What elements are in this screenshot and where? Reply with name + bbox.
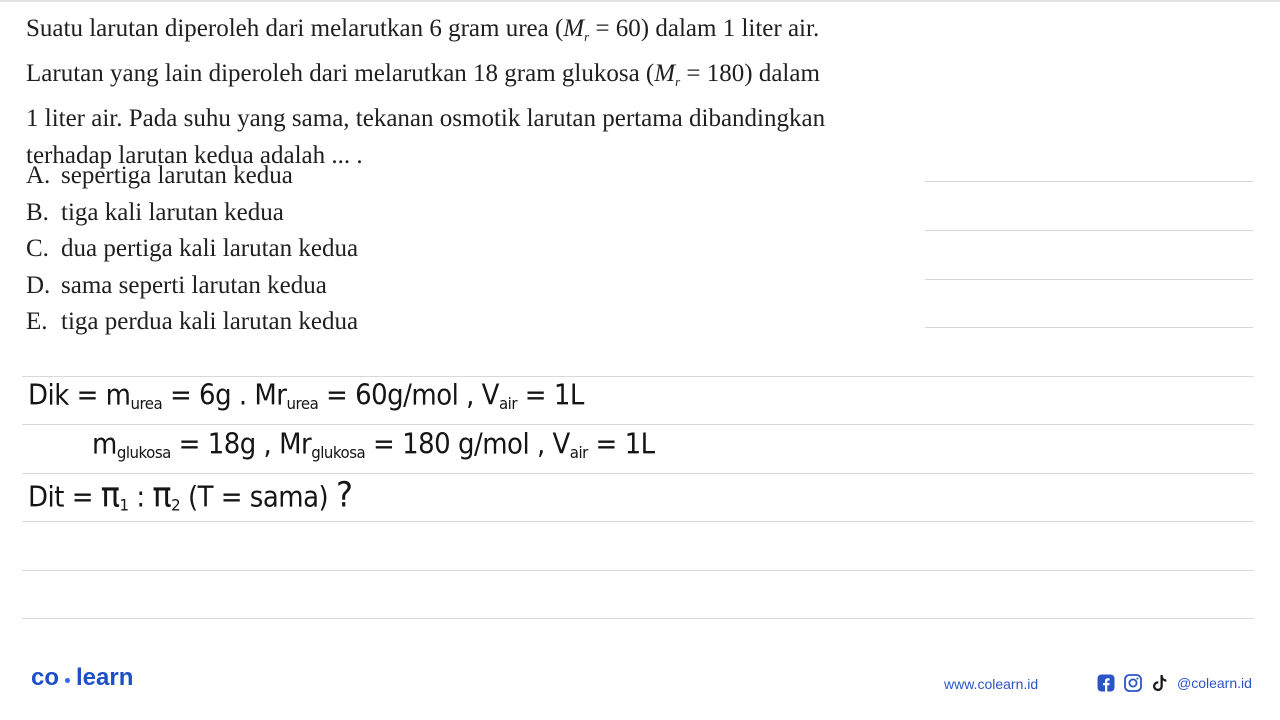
answer-options <box>26 158 358 341</box>
option-text: tiga perdua kali larutan kedua <box>61 308 359 335</box>
ruled-line <box>22 424 1254 425</box>
ruled-line <box>22 618 1254 619</box>
mass-symbol: m <box>105 379 131 412</box>
option-text: sama seperti larutan kedua <box>61 271 327 299</box>
tiktok-icon[interactable] <box>1150 673 1170 693</box>
question-line-2-end: = 180) dalam <box>680 60 820 87</box>
known-label: Dik = <box>28 379 98 412</box>
question-line-2-start: Larutan yang lain diperoleh dari melarutkan 18 gram glukosa ( <box>26 60 655 87</box>
option-letter: C. <box>26 235 49 262</box>
handwritten-known-line-2 <box>92 429 655 461</box>
ruled-line <box>22 376 1254 377</box>
pi-symbol: π <box>100 473 120 515</box>
pi-subscript: 2 <box>171 495 181 515</box>
option-d[interactable] <box>26 268 358 305</box>
answer-line <box>925 230 1253 231</box>
facebook-icon[interactable] <box>1096 673 1116 693</box>
colearn-logo[interactable] <box>31 664 133 692</box>
mass-subscript: urea <box>130 393 163 414</box>
option-letter: B. <box>26 198 49 226</box>
ratio-colon: : <box>128 481 153 514</box>
option-letter: D. <box>26 271 51 299</box>
ruled-line <box>22 521 1254 522</box>
social-handle[interactable]: @colearn.id <box>1177 675 1252 691</box>
option-letter: E. <box>26 308 48 335</box>
mr-subscript: r <box>675 74 681 89</box>
question-line-1-end: = 60) dalam 1 liter air. <box>589 15 820 42</box>
option-a[interactable] <box>26 158 358 195</box>
handwritten-asked-line <box>28 474 352 515</box>
question-line-1 <box>26 10 926 55</box>
option-e[interactable] <box>26 304 358 341</box>
option-text: sepertiga larutan kedua <box>61 162 293 189</box>
answer-line <box>925 181 1253 182</box>
mr-subscript-hand: urea <box>286 393 319 414</box>
mr-subscript: r <box>584 29 590 44</box>
mass-value: = 18g , Mr <box>170 428 312 461</box>
mr-subscript-hand: glukosa <box>311 442 366 463</box>
website-link[interactable]: www.colearn.id <box>944 676 1039 692</box>
question-mark: ? <box>335 473 353 515</box>
ruled-line <box>22 570 1254 571</box>
handwritten-known-line-1 <box>28 380 584 412</box>
answer-line <box>925 327 1253 328</box>
volume-subscript: air <box>569 442 588 463</box>
mass-subscript: glukosa <box>116 442 171 463</box>
mr-letter: M <box>654 60 676 87</box>
option-letter: A. <box>26 162 51 189</box>
mr-value: = 180 g/mol , V <box>365 428 570 461</box>
option-c[interactable] <box>26 231 358 268</box>
option-text: dua pertiga kali larutan kedua <box>61 235 359 262</box>
social-links <box>1096 673 1252 693</box>
instagram-icon[interactable] <box>1123 673 1143 693</box>
volume-value: = 1L <box>587 428 655 461</box>
mr-symbol <box>654 60 680 87</box>
volume-value: = 1L <box>517 379 584 412</box>
question-text <box>26 10 926 174</box>
volume-subscript: air <box>498 393 517 414</box>
pi-subscript: 1 <box>119 495 129 515</box>
question-line-4: terhadap larutan kedua adalah ... . <box>26 142 363 169</box>
pi-symbol: π <box>152 473 172 515</box>
temperature-condition: (T = sama) <box>180 481 336 514</box>
answer-line <box>925 279 1253 280</box>
option-text: tiga kali larutan kedua <box>61 198 284 226</box>
question-line-1-start: Suatu larutan diperoleh dari melarutkan 6 gram urea ( <box>26 15 564 42</box>
logo-co: co <box>31 664 60 691</box>
mass-symbol: m <box>92 428 117 461</box>
question-line-2 <box>26 55 926 100</box>
asked-label: Dit = <box>28 481 93 514</box>
mass-value: = 6g . Mr <box>162 379 287 412</box>
top-border <box>0 0 1280 2</box>
logo-dot <box>65 678 70 683</box>
mr-symbol <box>563 15 589 42</box>
mr-letter: M <box>563 15 585 42</box>
option-b[interactable] <box>26 195 358 232</box>
mr-value: = 60g/mol , V <box>318 379 499 412</box>
logo-learn: learn <box>76 664 134 691</box>
question-line-3: 1 liter air. Pada suhu yang sama, tekanan osmotik larutan pertama dibandingkan <box>26 105 826 132</box>
